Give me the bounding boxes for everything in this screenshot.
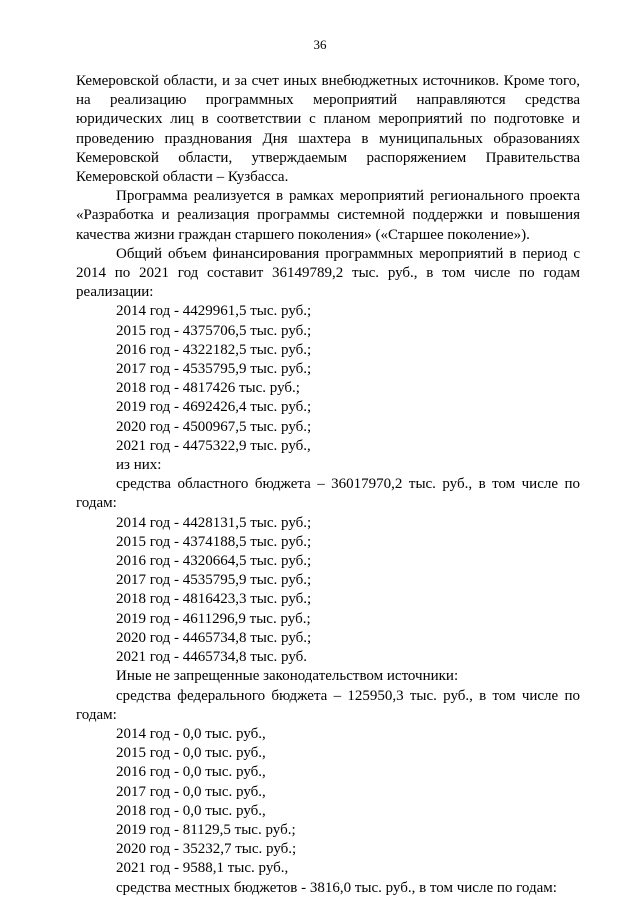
federal-by-year-list	[76, 725, 580, 879]
list-item: 2019 год - 4692426,4 тыс. руб.;	[116, 399, 312, 416]
list-item: 2021 год - 9588,1 тыс. руб.,	[116, 860, 289, 877]
regional-by-year-list	[76, 514, 580, 687]
list-item: 2018 год - 4816423,3 тыс. руб.;	[116, 591, 312, 608]
list-item: 2021 год - 4475322,9 тыс. руб.,	[116, 437, 311, 454]
list-item: 2014 год - 0,0 тыс. руб.,	[116, 725, 266, 742]
list-item: 2019 год - 81129,5 тыс. руб.;	[116, 821, 296, 838]
list-item: 2020 год - 35232,7 тыс. руб.;	[116, 841, 297, 858]
total-financing-paragraph: Общий объем финансирования программных мероприятий в период с 2014 по 2021 год составит 36149789,2 тыс. руб., в том числе по годам реализации:	[76, 245, 580, 301]
federal-budget-paragraph: средства федерального бюджета – 125950,3 тыс. руб., в том числе по годам:	[76, 687, 580, 723]
regional-budget-paragraph: средства областного бюджета – 36017970,2 тыс. руб., в том числе по годам:	[76, 476, 580, 512]
list-item: 2018 год - 4817426 тыс. руб.;	[116, 380, 300, 397]
document-body	[76, 72, 580, 898]
list-item: 2016 год - 4320664,5 тыс. руб.;	[116, 553, 312, 570]
list-item: 2014 год - 4429961,5 тыс. руб.;	[116, 303, 312, 320]
list-item: 2015 год - 4375706,5 тыс. руб.;	[116, 322, 312, 339]
list-item: 2021 год - 4465734,8 тыс. руб.	[116, 649, 308, 666]
list-item: 2016 год - 4322182,5 тыс. руб.;	[116, 341, 312, 358]
total-by-year-list	[76, 302, 580, 475]
list-item: 2017 год - 0,0 тыс. руб.,	[116, 783, 266, 800]
list-item: 2015 год - 4374188,5 тыс. руб.;	[116, 533, 312, 550]
intro-paragraph: Кемеровской области, и за счет иных внебюджетных источников. Кроме того, на реализацию программных мероприятий направляются средства юридических лиц в соответствии с планом мероприятий по подготовке и проведению празднования Дня шахтера в муниципальных образованиях Кемеровской области, утверждаемым распоряжением Правительства Кемеровской области – Кузбасса.	[76, 73, 580, 186]
list-item: 2020 год - 4465734,8 тыс. руб.;	[116, 629, 312, 646]
local-budgets-paragraph: средства местных бюджетов - 3816,0 тыс. руб., в том числе по годам:	[116, 879, 557, 896]
list-item: 2018 год - 0,0 тыс. руб.,	[116, 802, 266, 819]
list-item: 2014 год - 4428131,5 тыс. руб.;	[116, 514, 312, 531]
list-item: 2016 год - 0,0 тыс. руб.,	[116, 764, 266, 781]
of-them-label: из них:	[116, 457, 162, 474]
page-number: 36	[313, 37, 327, 52]
list-item: 2017 год - 4535795,9 тыс. руб.;	[116, 361, 312, 378]
list-item: 2017 год - 4535795,9 тыс. руб.;	[116, 572, 312, 589]
list-item: 2015 год - 0,0 тыс. руб.,	[116, 745, 266, 762]
list-item: 2020 год - 4500967,5 тыс. руб.;	[116, 418, 312, 435]
list-item: 2019 год - 4611296,9 тыс. руб.;	[116, 610, 311, 627]
project-paragraph: Программа реализуется в рамках мероприятий регионального проекта «Разработка и реализация программы системной поддержки и повышения качества жизни граждан старшего поколения» («Старшее поколение»).	[76, 188, 580, 243]
other-sources-label: Иные не запрещенные законодательством источники:	[116, 668, 459, 685]
